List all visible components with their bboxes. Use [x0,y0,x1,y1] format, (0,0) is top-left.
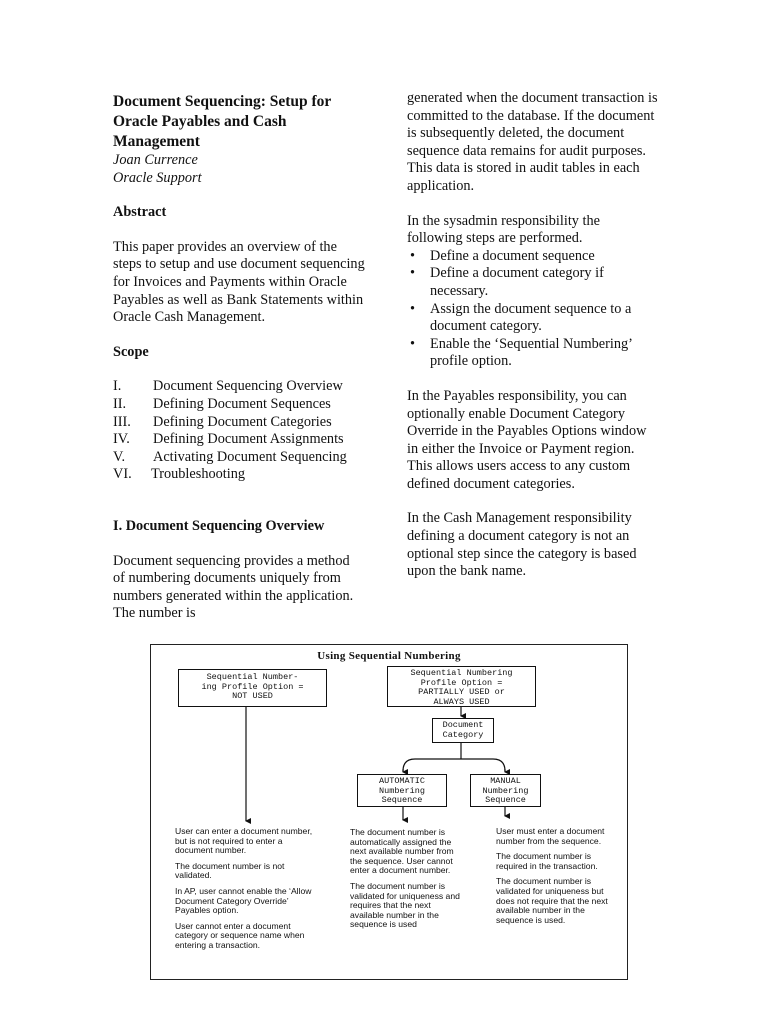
step-item: • Define a document sequence [407,248,659,266]
step-item: • Define a document category if necessary. [407,265,659,300]
text-automatic: The document number is automatically assigned the next available number from the sequence. User cannot enter a document number. The document number is validated for uniqueness and requires that the next available number in the sequence is used [350,827,460,930]
text-not-used: User can enter a document number, but is not required to enter a document number. The document number is not validated. In AP, user cannot enable the ‘Allow Document Category Override’ Payables option. User cannot enter a document category or sequence name when entering a transaction. [175,826,313,950]
cash-management-paragraph: In the Cash Management responsibility defining a document category is not an optional step since the category is based upon the bank name. [407,510,637,580]
box-automatic-sequence: AUTOMATIC Numbering Sequence [357,774,447,807]
sysadmin-intro: In the sysadmin responsibility the following steps are performed. [407,212,600,247]
diagram-title: Using Sequential Numbering [317,650,461,662]
sequential-numbering-diagram [150,644,628,980]
scope-list [113,378,365,484]
right-column [407,90,659,581]
box-profile-not-used: Sequential Number- ing Profile Option = NOT USED [178,669,327,707]
sysadmin-steps [407,248,659,371]
paper-title: Document Sequencing: Setup for Oracle Payables and Cash Management [113,93,332,150]
author-org: Oracle Support [113,169,202,186]
scope-item: III. Defining Document Categories [113,413,332,430]
scope-item: V. Activating Document Sequencing [113,448,347,465]
step-item: • Assign the document sequence to a document category. [407,301,659,336]
box-document-category: Document Category [432,718,494,743]
scope-heading: Scope [113,343,149,360]
scope-item: IV. Defining Document Assignments [113,431,344,448]
payables-paragraph: In the Payables responsibility, you can optionally enable Document Category Override in the Payables Options window in either the Invoice or Payment region. This allows users access to any custom defined document categories. [407,387,647,492]
scope-item: II. Defining Document Sequences [113,395,331,412]
section1-heading: I. Document Sequencing Overview [113,517,325,534]
abstract-text: This paper provides an overview of the steps to setup and use document sequencing for Invoices and Payments within Oracle Payables as well as Bank Statements within Oracle Cash Management. [113,238,365,326]
text-manual: User must enter a document number from the sequence. The document number is required in the transaction. The document number is validated for uniqueness but does not require that the next available number in the sequence is used. [496,826,608,925]
connector-category-split [403,759,505,771]
box-profile-used: Sequential Numbering Profile Option = PARTIALLY USED or ALWAYS USED [387,666,536,707]
scope-item: VI. Troubleshooting [113,466,246,483]
section1-text: Document sequencing provides a method of numbering documents uniquely from numbers generated within the application. The number is [113,552,354,622]
author-name: Joan Currence [113,152,198,168]
box-manual-sequence: MANUAL Numbering Sequence [470,774,541,807]
step-item: • Enable the ‘Sequential Numbering’ profile option. [407,336,659,371]
left-column [113,92,365,623]
overview-continued: generated when the document transaction is committed to the database. If the document is subsequently deleted, the document sequence data remains for audit purposes. This data is stored in audit tables in each application. [407,90,658,194]
scope-item: I. Document Sequencing Overview [113,378,343,395]
abstract-heading: Abstract [113,204,167,221]
